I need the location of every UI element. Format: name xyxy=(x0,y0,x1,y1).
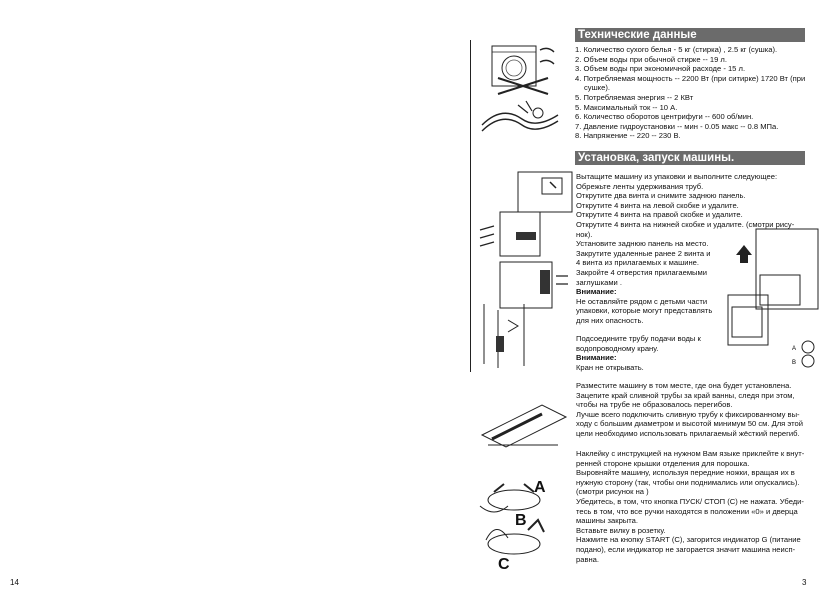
install-line: Лучше всего подключить сливную трубу к фиксированному вы- xyxy=(576,409,800,419)
warning-line: упаковки, которые могут представлять xyxy=(576,306,713,316)
bottom-bracket-illustration xyxy=(478,300,538,370)
tech-data-list xyxy=(575,45,805,141)
install-line: Подсоедините трубу подачи воды к xyxy=(576,334,701,343)
tech-line: 2. Объем воды при обычной стирке -- 19 л. xyxy=(575,54,727,64)
install-line: нужную сторону (так, чтобы они поднимались или опускались). xyxy=(576,477,800,487)
install-line: Закройте 4 отверстия прилагаемыми xyxy=(576,267,707,277)
install-line: Наклейку с инструкцией на нужном Вам языке приклейте к внут- xyxy=(576,449,805,458)
fig-label-a: A xyxy=(534,479,546,496)
tech-line: 5. Потребляемая энергия -- 2 КВт xyxy=(575,92,694,102)
machine-back-panel-illustration xyxy=(512,170,577,214)
install-line: водопроводному крану. xyxy=(576,343,659,353)
fig-small-label-b: B xyxy=(792,360,797,366)
fig-label-b: B xyxy=(515,512,527,529)
detergent-drawer-illustration xyxy=(478,395,570,465)
page-number-left: 14 xyxy=(10,578,19,587)
install-line: чтобы на трубе не образовалось перегибов. xyxy=(576,400,733,410)
install-line: нок). xyxy=(576,229,593,239)
install-steps xyxy=(576,172,794,326)
warning-line: Не оставляйте рядом с детьми части xyxy=(576,296,708,306)
install-line: Зацепите край сливной трубы за край ванны, следя при этом, xyxy=(576,390,795,400)
install-line: Убедитесь, в том, что кнопка ПУСК/ СТОП (С) не нажата. Убеди- xyxy=(576,496,804,506)
tech-line: 8. Напряжение -- 220 -- 230 В. xyxy=(575,131,681,141)
washing-machine-illustration xyxy=(478,40,568,95)
install-line: Вставьте вилку в розетку. xyxy=(576,525,666,535)
install-line: Установите заднюю панель на место. xyxy=(576,239,709,249)
warning-title: Внимание: xyxy=(576,353,617,363)
install-line: машины закрыта. xyxy=(576,516,638,526)
tech-line: сушке). xyxy=(584,83,610,93)
tech-line: 4. Потребляемая мощность -- 2200 Вт (при ситирке) 1720 Вт (при xyxy=(575,73,806,83)
tech-line: 5. Максимальный ток -- 10 А. xyxy=(575,102,678,112)
install-start xyxy=(576,449,804,564)
tech-data-heading: Технические данные xyxy=(575,28,805,42)
fig-label-c: C xyxy=(498,556,510,573)
tech-line: 3. Объем воды при экономичной расходе - 15 л. xyxy=(575,64,746,74)
install-line: Нажмите на кнопку START (C), загорится индикатор G (питание xyxy=(576,535,801,545)
drain-hose-illustration xyxy=(478,95,568,140)
install-line: цели необходимо использовать прилагаемый жёсткий перегиб. xyxy=(576,428,800,438)
warning-line: Кран не открывать. xyxy=(576,362,644,372)
install-line: ходу с большим диаметром и высотой минимум 50 см. Для этой xyxy=(576,419,803,429)
install-line: Закрутите удаленные ранее 2 винта и xyxy=(576,248,711,258)
install-line: Обрежьте ленты удерживания труб. xyxy=(576,181,704,191)
tech-line: 1. Количество сухого белья - 5 кг (стирка) , 2.5 кг (сушка). xyxy=(575,45,778,54)
install-line: Открутите два винта и снимите заднюю панель. xyxy=(576,191,746,201)
install-line: Открутите 4 винта на левой скобке и удалите. xyxy=(576,200,739,210)
install-line: Открутите 4 винта на правой скобке и удалите. xyxy=(576,210,743,220)
install-line: равна. xyxy=(576,554,600,564)
warning-title: Внимание: xyxy=(576,287,617,297)
install-line: заглушками . xyxy=(576,277,623,287)
install-line: тесь в том, что все ручки находятся в положении «0» и дверца xyxy=(576,506,798,516)
install-placement xyxy=(576,381,803,439)
install-line: (смотри рисунок на ) xyxy=(576,487,649,497)
install-line: Выровняйте машину, используя передние ножки, вращая их в xyxy=(576,468,795,478)
install-line: Разместите машину в том месте, где она будет установлена. xyxy=(576,381,792,390)
tech-line: 6. Количество оборотов центрифуги -- 600 об/мин. xyxy=(575,112,754,122)
install-heading: Установка, запуск машины. xyxy=(575,151,805,165)
page-number-right: 3 xyxy=(802,578,807,587)
install-line: 4 винта из прилагаемых к машине. xyxy=(576,258,699,268)
install-line: ренней стороне крышки отделения для порошка. xyxy=(576,458,750,468)
tech-line: 7. Давление гидроустановки -- мин - 0.05 макс -- 0.8 МПа. xyxy=(575,121,779,131)
install-line: подано), если индикатор не загорается значит машина неисп- xyxy=(576,544,796,554)
left-bracket-illustration xyxy=(472,210,544,258)
fig-small-label-a: A xyxy=(792,346,797,352)
warning-line: для них опасность. xyxy=(576,315,644,325)
column-divider xyxy=(470,40,471,372)
install-line: Вытащите машину из упаковки и выполните следующее: xyxy=(576,172,778,181)
install-water xyxy=(576,334,701,372)
install-line: Открутите 4 винта на нижней скобке и удалите. (смотри рису- xyxy=(576,219,795,229)
